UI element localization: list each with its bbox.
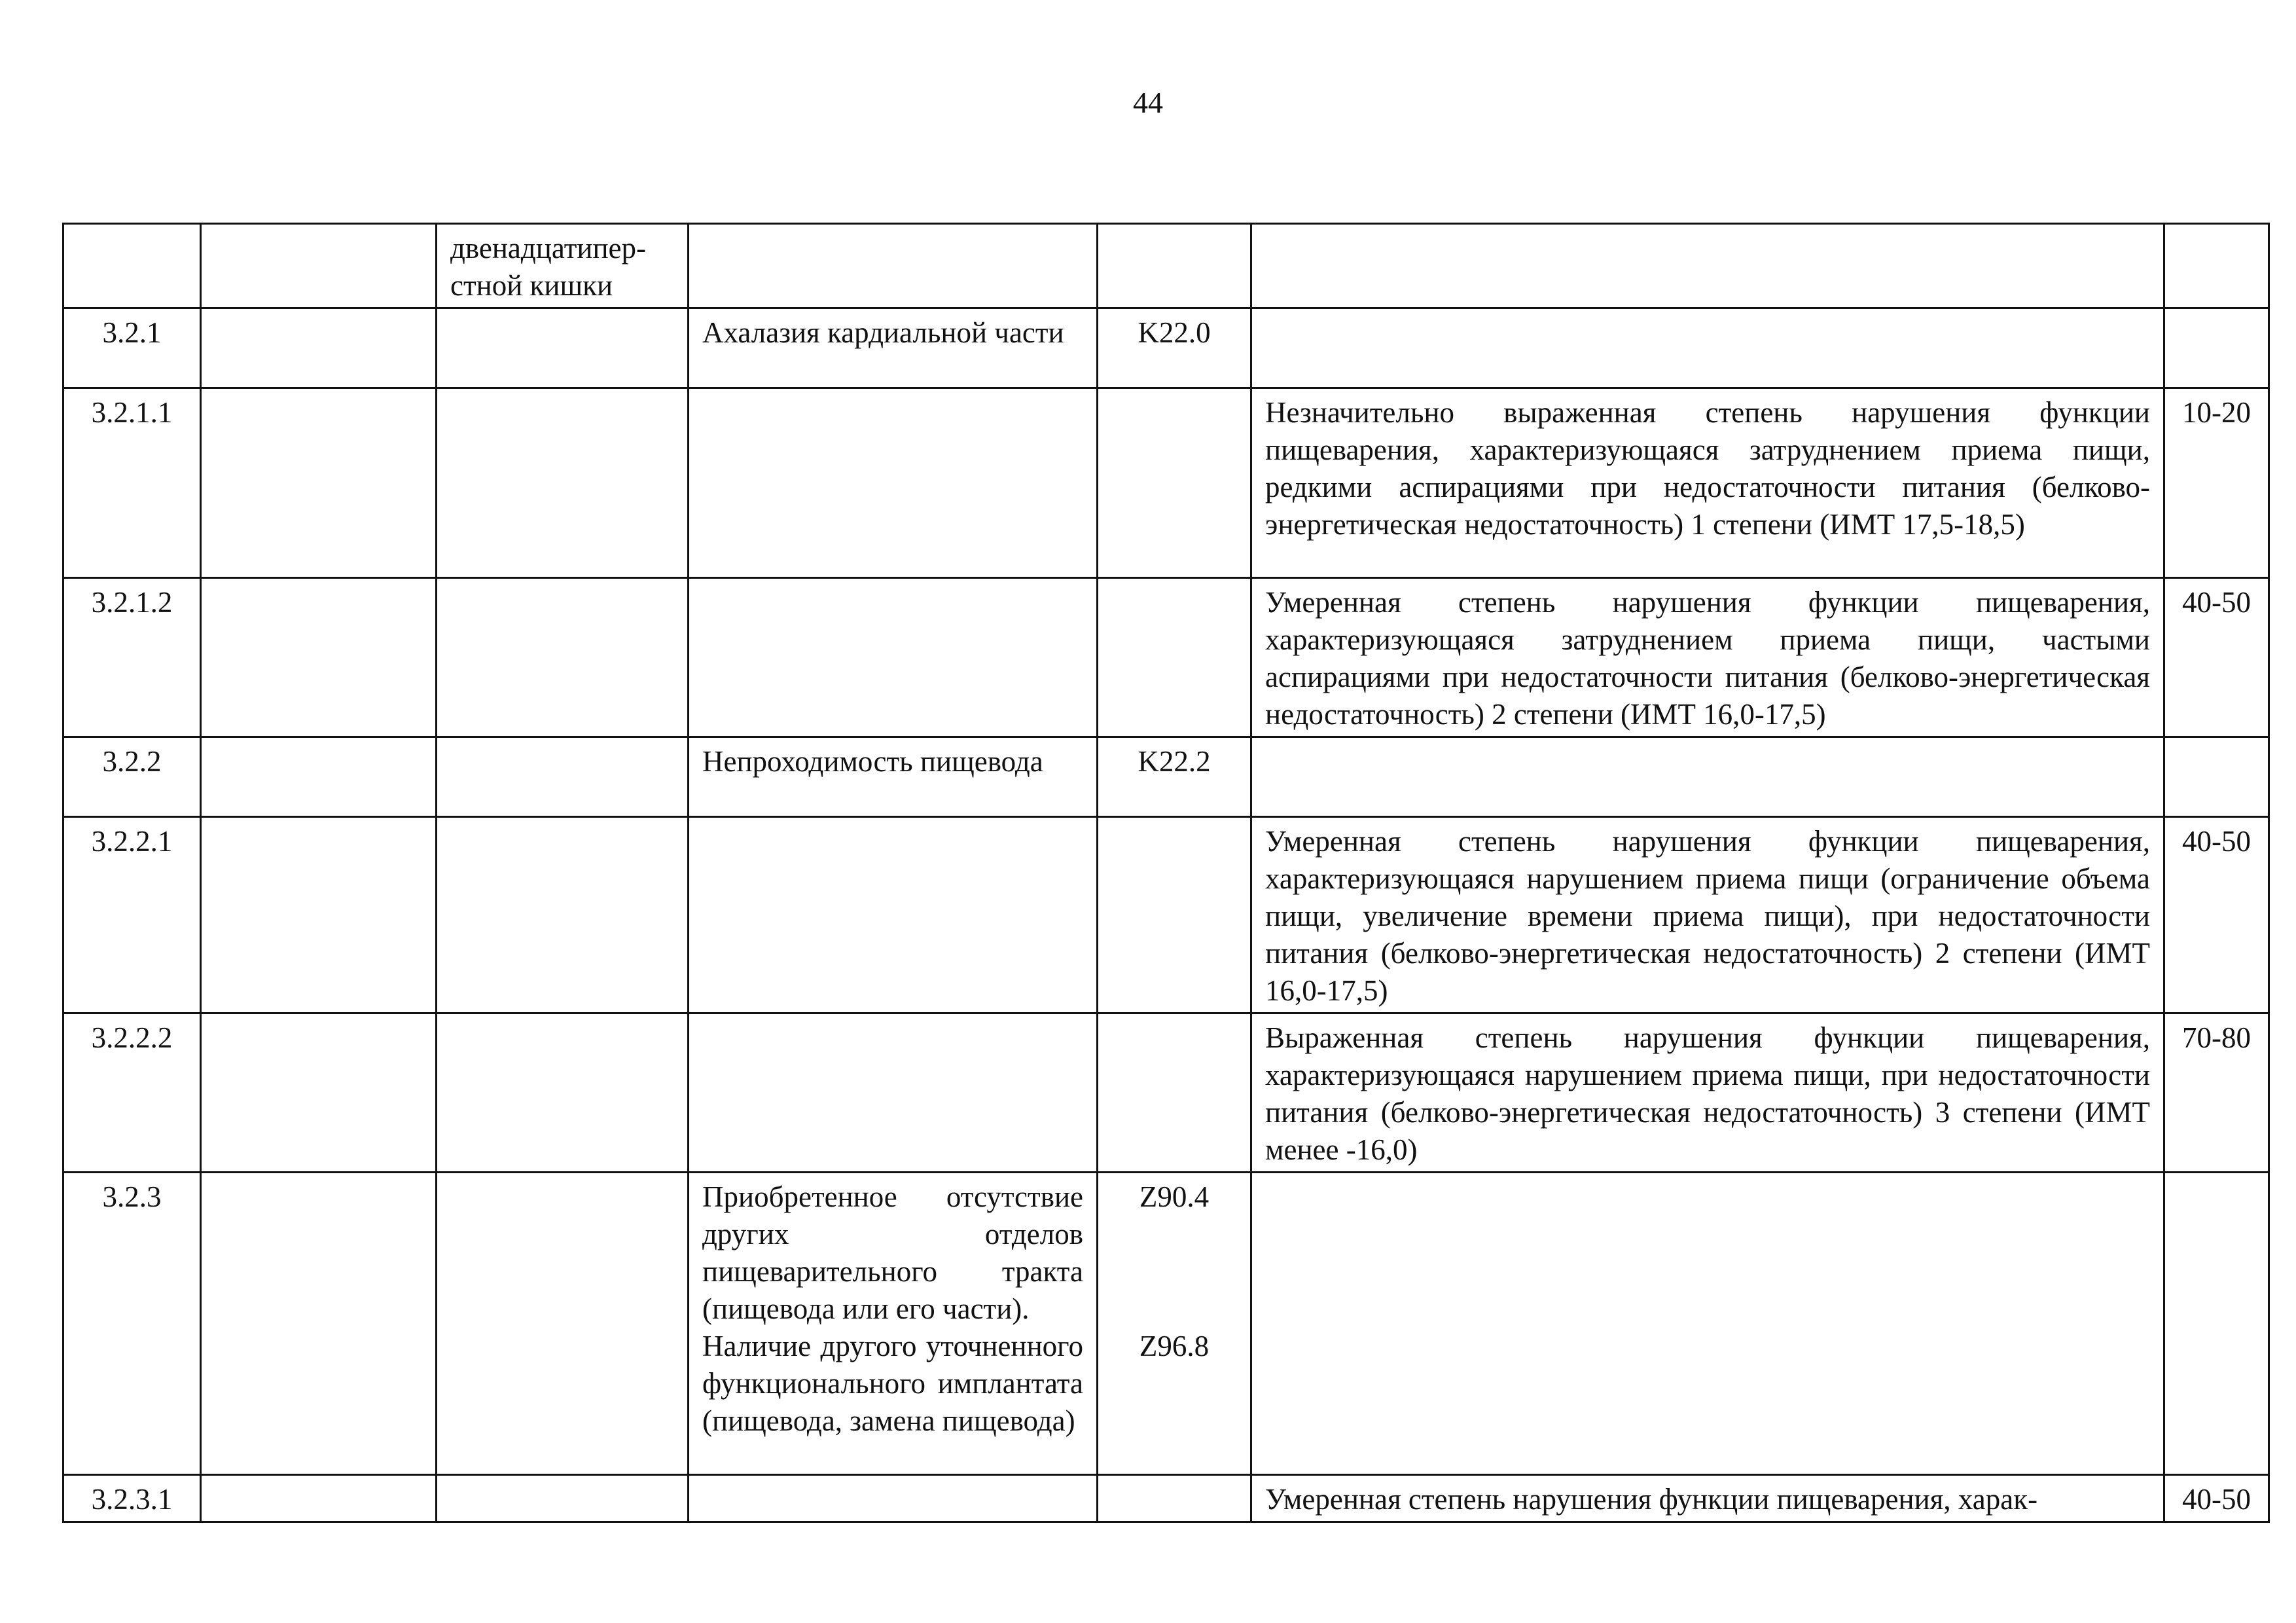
impairment-description: Умеренная степень нарушения функции пищеварения, характеризующаяся затруднением приема пищи, частыми аспирациями при недостаточности питания (белково-энергетическая недостаточность) 2 степени (ИМТ 16,0-17,5) [1251,578,2164,737]
table-row [63,388,2269,578]
empty-cell [201,1013,437,1173]
category-cell [437,578,689,737]
category-cell [437,817,689,1013]
impairment-percent [2164,224,2269,308]
icd-code-z96: Z96.8 [1139,1330,1210,1362]
row-number: 3.2.2.2 [63,1013,201,1173]
row-number: 3.2.1 [63,308,201,388]
empty-cell [201,388,437,578]
icd-code [1098,1475,1251,1522]
impairment-description: Выраженная степень нарушения функции пищеварения, характеризующаяся нарушением приема пищи, при недостаточности питания (белково-энергетическая недостаточность) 3 степени (ИМТ менее -16,0) [1251,1013,2164,1173]
category-cell [437,1173,689,1475]
disease-name [689,578,1098,737]
disease-name-acquired-absence: Приобретенное отсутствие других отделов пищеварительного тракта (пищевода или его части). [702,1180,1083,1325]
icd-code [1098,1013,1251,1173]
table-row [63,1013,2269,1173]
row-number: 3.2.3.1 [63,1475,201,1522]
icd-code [1098,817,1251,1013]
disease-name [689,224,1098,308]
icd-code: K22.2 [1098,737,1251,817]
impairment-percent [2164,1173,2269,1475]
impairment-percent: 70-80 [2164,1013,2269,1173]
category-cell [437,1013,689,1173]
disease-name: Ахалазия кардиальной части [689,308,1098,388]
icd-code [1098,388,1251,578]
icd-code-z90: Z90.4 [1139,1180,1210,1213]
icd-code: K22.0 [1098,308,1251,388]
disease-name-implant: Наличие другого уточненного функционального имплантата (пищевода, замена пищевода) [702,1330,1083,1437]
impairment-description [1251,1173,2164,1475]
category-cell [437,737,689,817]
table-row [63,308,2269,388]
table-row [63,1173,2269,1475]
table-row [63,817,2269,1013]
empty-cell [201,224,437,308]
impairment-description [1251,308,2164,388]
row-number: 3.2.3 [63,1173,201,1475]
disease-name [689,1475,1098,1522]
icd-code [1098,578,1251,737]
impairment-description: Незначительно выраженная степень нарушения функции пищеварения, характеризующаяся затруднением приема пищи, редкими аспирациями при недостаточности питания (белково-энергетическая недостаточность) 1 степени (ИМТ 17,5-18,5) [1251,388,2164,578]
icd-code [1098,224,1251,308]
category-cell [437,308,689,388]
impairment-percent: 10-20 [2164,388,2269,578]
disease-name [689,388,1098,578]
disease-name [689,817,1098,1013]
impairment-percent: 40-50 [2164,1475,2269,1522]
classification-table [62,223,2270,1523]
category-cell [437,1475,689,1522]
row-number: 3.2.1.1 [63,388,201,578]
impairment-percent [2164,308,2269,388]
disease-name: Непроходимость пищевода [689,737,1098,817]
impairment-description [1251,737,2164,817]
category-cell: двенадцатипер-стной кишки [437,224,689,308]
disease-name [689,1013,1098,1173]
row-number [63,224,201,308]
empty-cell [201,817,437,1013]
empty-cell [201,737,437,817]
impairment-percent: 40-50 [2164,578,2269,737]
impairment-description: Умеренная степень нарушения функции пищеварения, характеризующаяся нарушением приема пищи (ограничение объема пищи, увеличение времени приема пищи), при недостаточности питания (белково-энергетическая недостаточность) 2 степени (ИМТ 16,0-17,5) [1251,817,2164,1013]
table-row [63,224,2269,308]
row-number: 3.2.2.1 [63,817,201,1013]
disease-name [689,1173,1098,1475]
page-number: 44 [1133,86,1163,119]
impairment-percent [2164,737,2269,817]
category-cell [437,388,689,578]
table-row [63,578,2269,737]
row-number: 3.2.1.2 [63,578,201,737]
empty-cell [201,1173,437,1475]
empty-cell [201,308,437,388]
impairment-percent: 40-50 [2164,817,2269,1013]
table-row [63,737,2269,817]
empty-cell [201,578,437,737]
row-number: 3.2.2 [63,737,201,817]
impairment-description [1251,224,2164,308]
icd-code [1098,1173,1251,1475]
empty-cell [201,1475,437,1522]
table-row [63,1475,2269,1522]
impairment-description: Умеренная степень нарушения функции пищеварения, харак- [1251,1475,2164,1522]
